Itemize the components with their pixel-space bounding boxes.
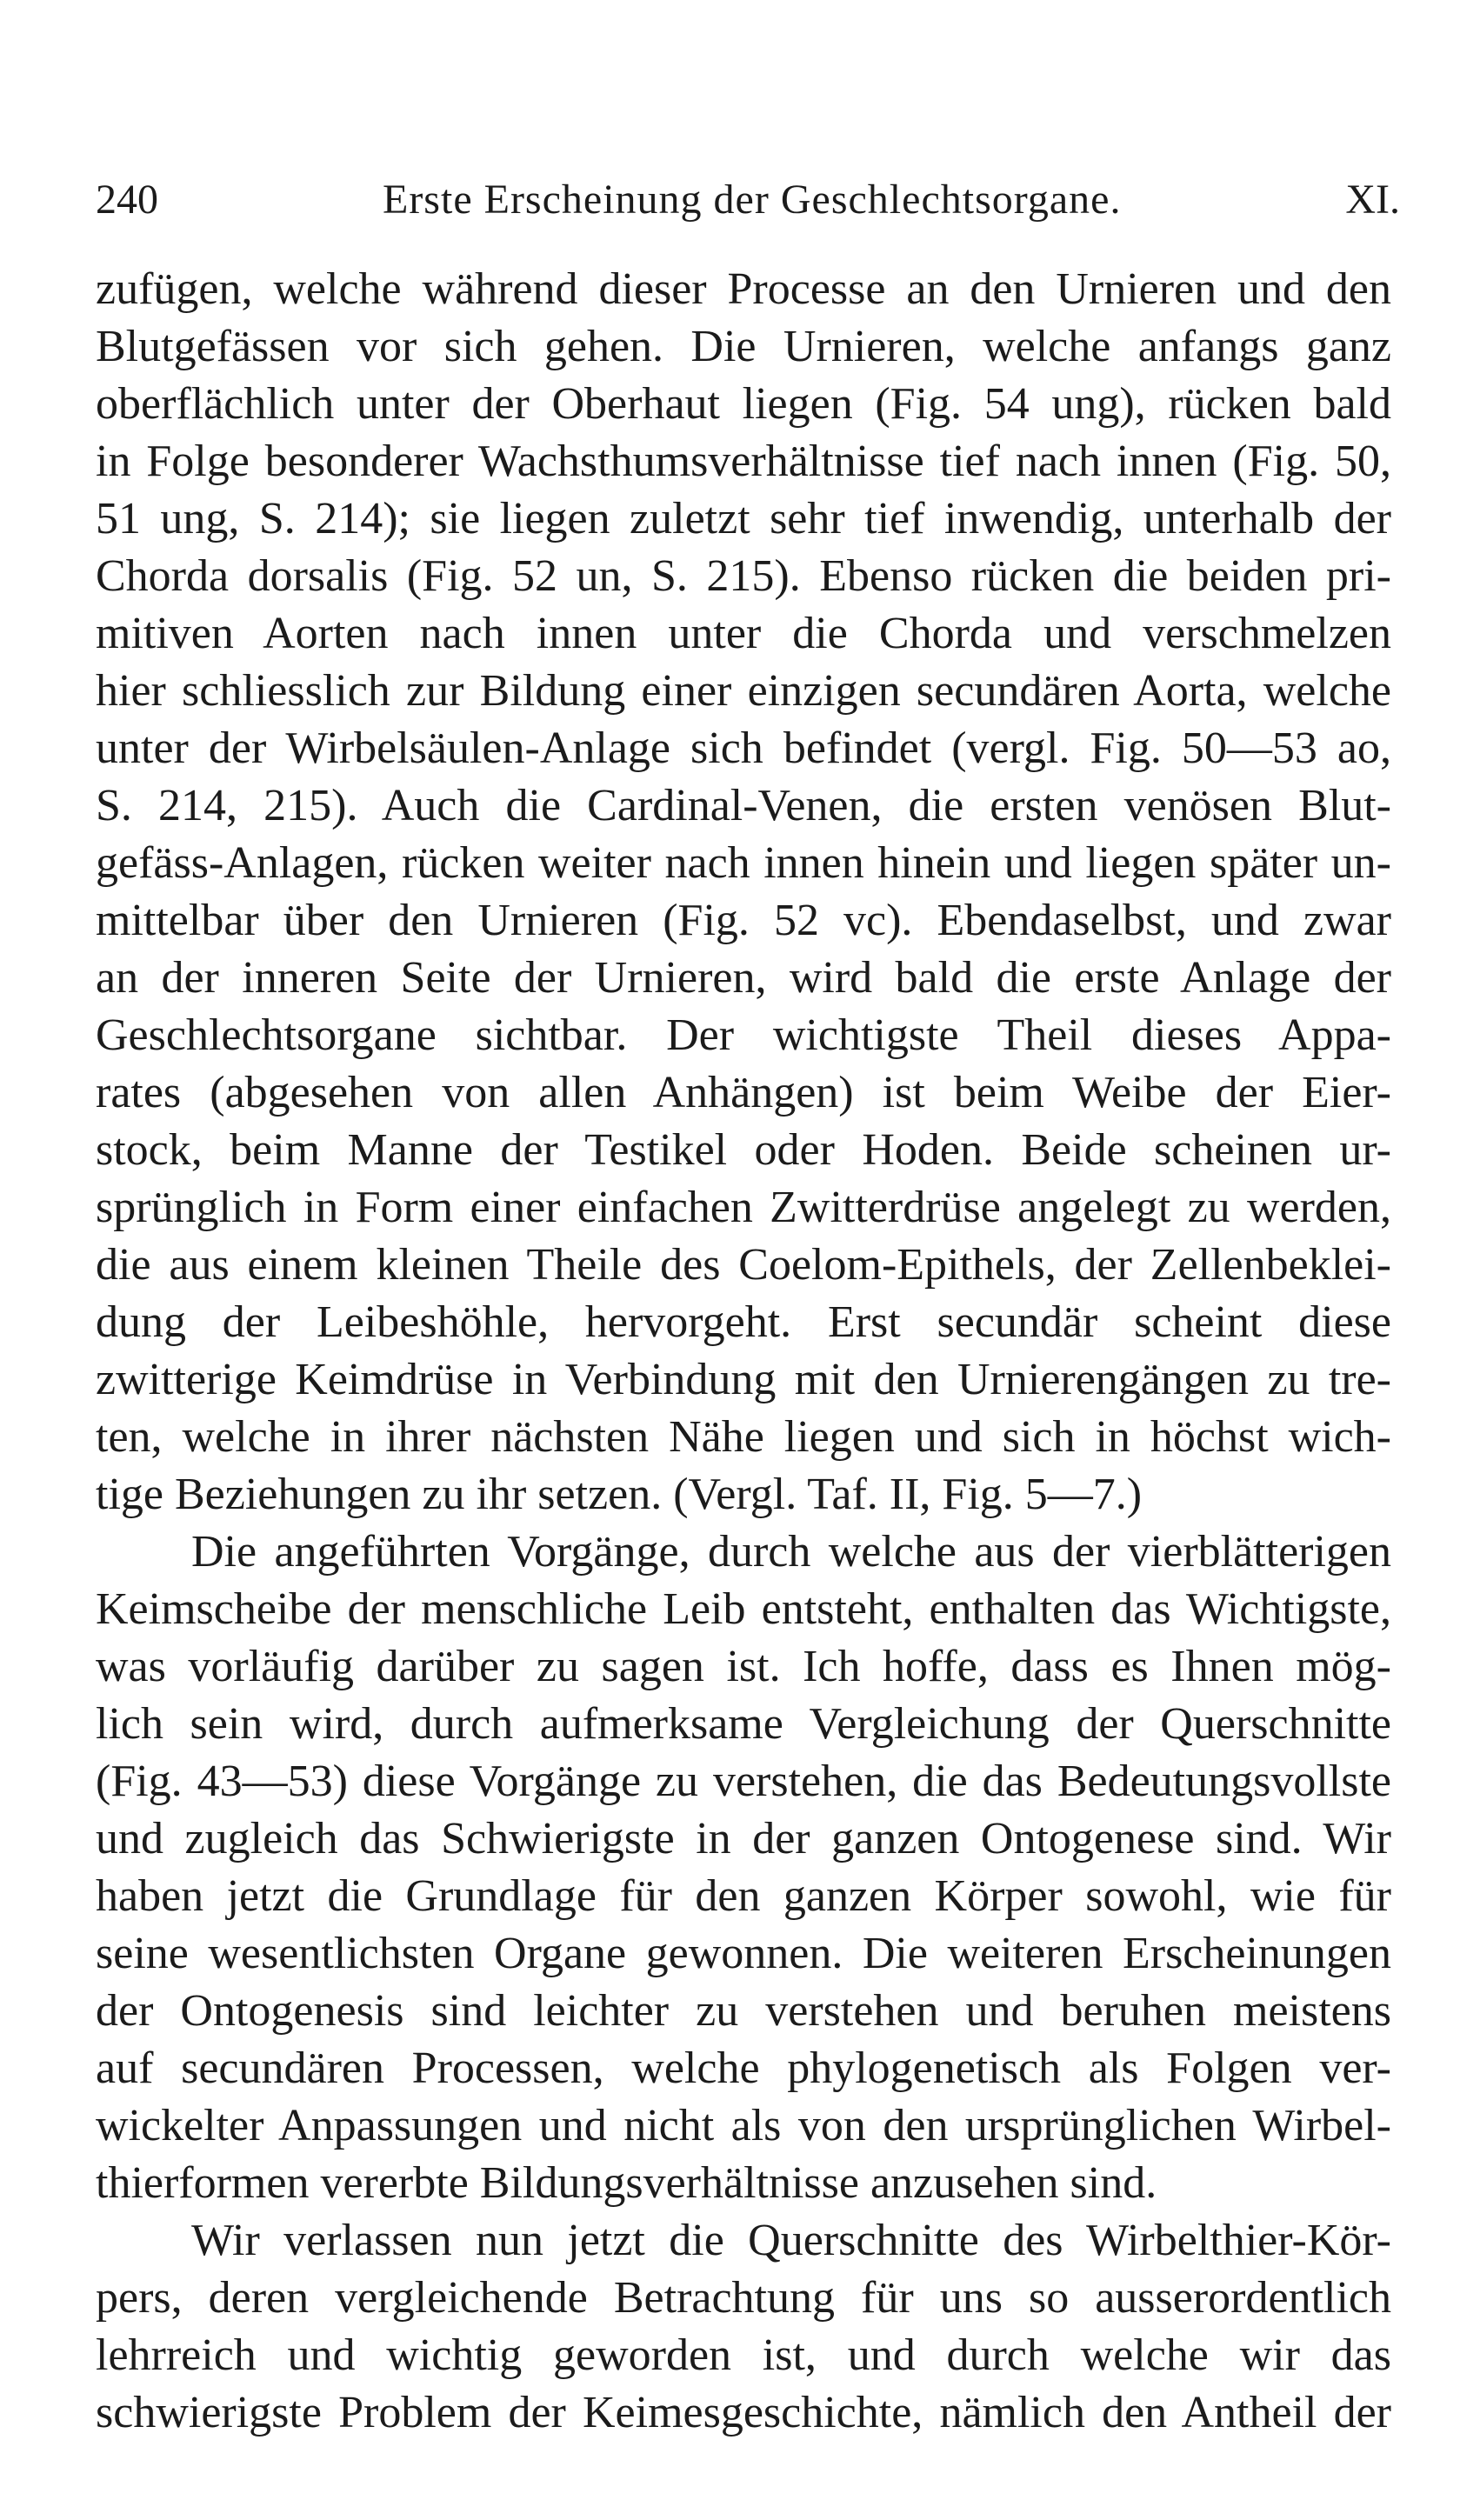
text-line: Blutgefässen vor sich gehen. Die Urnieren, welche anfangs ganz (96, 322, 1391, 371)
text-line: tige Beziehungen zu ihr setzen. (Vergl. Taf. II, Fig. 5—7.) (96, 1470, 1143, 1519)
text-line: Geschlechtsorgane sichtbar. Der wichtigste Theil dieses Appa- (96, 1010, 1391, 1060)
text-line: mitiven Aorten nach innen unter die Chorda und verschmelzen (96, 609, 1391, 658)
text-line: auf secundären Processen, welche phylogenetisch als Folgen ver- (96, 2043, 1391, 2093)
text-line: S. 214, 215). Auch die Cardinal-Venen, die ersten venösen Blut- (96, 781, 1391, 830)
text-line: stock, beim Manne der Testikel oder Hoden. Beide scheinen ur- (96, 1125, 1391, 1175)
text-line: der Ontogenesis sind leichter zu verstehen und beruhen meistens (96, 1986, 1391, 2036)
text-line: zwitterige Keimdrüse in Verbindung mit den Urnierengängen zu tre- (96, 1355, 1391, 1404)
text-line: die aus einem kleinen Theile des Coelom-Epithels, der Zellenbeklei- (96, 1240, 1391, 1290)
text-line: Chorda dorsalis (Fig. 52 un, S. 215). Ebenso rücken die beiden pri- (96, 551, 1391, 601)
text-line: wickelter Anpassungen und nicht als von den ursprünglichen Wirbel- (96, 2101, 1391, 2150)
text-line: in Folge besonderer Wachsthumsverhältnisse tief nach innen (Fig. 50, (96, 437, 1391, 486)
page-number: 240 (96, 177, 158, 223)
text-line: mittelbar über den Urnieren (Fig. 52 vc). Ebendaselbst, und zwar (96, 896, 1391, 945)
page-header (96, 170, 1400, 230)
text-line: oberflächlich unter der Oberhaut liegen (Fig. 54 ung), rücken bald (96, 379, 1391, 429)
text-line: zufügen, welche während dieser Processe an den Urnieren und den (96, 264, 1391, 314)
text-line: dung der Leibeshöhle, hervorgeht. Erst secundär scheint diese (96, 1297, 1391, 1347)
text-line: seine wesentlichsten Organe gewonnen. Die weiteren Erscheinungen (96, 1929, 1391, 1978)
text-line: ten, welche in ihrer nächsten Nähe liegen und sich in höchst wich- (96, 1412, 1391, 1462)
paragraph-first-line: Wir verlassen nun jetzt die Querschnitte des Wirbelthier-Kör- (191, 2216, 1391, 2265)
text-line: an der inneren Seite der Urnieren, wird bald die erste Anlage der (96, 953, 1391, 1003)
text-line: pers, deren vergleichende Betrachtung für uns so ausserordentlich (96, 2273, 1391, 2323)
text-line: haben jetzt die Grundlage für den ganzen Körper sowohl, wie für (96, 1871, 1391, 1921)
text-line: und zugleich das Schwierigste in der ganzen Ontogenese sind. Wir (96, 1814, 1391, 1863)
text-line: sprünglich in Form einer einfachen Zwitterdrüse angelegt zu werden, (96, 1183, 1391, 1232)
paragraph-first-line: Die angeführten Vorgänge, durch welche aus der vierblätterigen (191, 1527, 1391, 1577)
text-line: gefäss-Anlagen, rücken weiter nach innen hinein und liegen später un- (96, 838, 1391, 888)
text-line: thierformen vererbte Bildungsverhältnisse anzusehen sind. (96, 2158, 1157, 2208)
running-title: Erste Erscheinung der Geschlechtsorgane. (383, 177, 1122, 223)
text-line: lehrreich und wichtig geworden ist, und durch welche wir das (96, 2330, 1391, 2380)
text-line: unter der Wirbelsäulen-Anlage sich befindet (vergl. Fig. 50—53 ao, (96, 723, 1391, 773)
text-line: schwierigste Problem der Keimesgeschichte, nämlich den Antheil der (96, 2388, 1391, 2437)
text-line: rates (abgesehen von allen Anhängen) ist beim Weibe der Eier- (96, 1068, 1391, 1117)
text-line: lich sein wird, durch aufmerksame Vergleichung der Querschnitte (96, 1699, 1391, 1749)
text-line: (Fig. 43—53) diese Vorgänge zu verstehen, die das Bedeutungsvollste (96, 1757, 1391, 1806)
text-line: 51 ung, S. 214); sie liegen zuletzt sehr tief inwendig, unterhalb der (96, 494, 1391, 543)
text-line: Keimscheibe der menschliche Leib entsteht, enthalten das Wichtigste, (96, 1584, 1391, 1634)
text-line: hier schliesslich zur Bildung einer einzigen secundären Aorta, welche (96, 666, 1391, 716)
chapter-number: XI. (1345, 177, 1400, 223)
text-line: was vorläufig darüber zu sagen ist. Ich hoffe, dass es Ihnen mög- (96, 1642, 1391, 1691)
